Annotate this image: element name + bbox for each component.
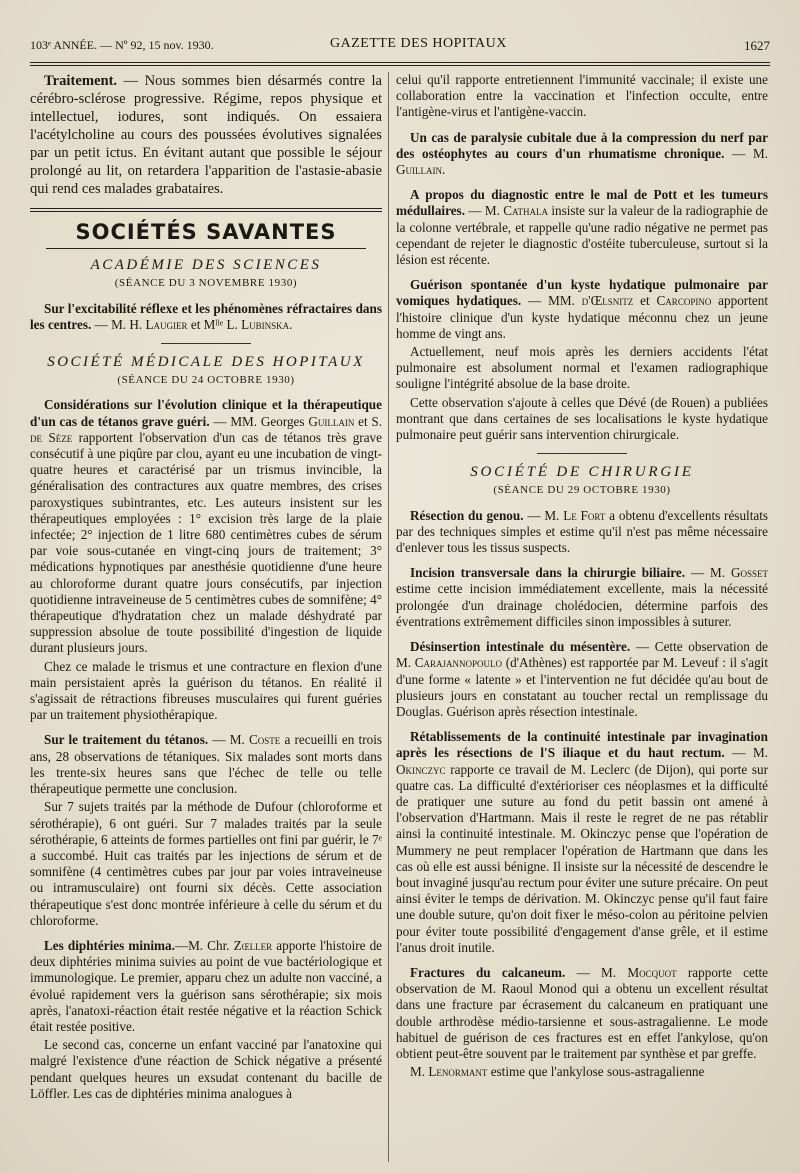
- ulnar-pre: — M.: [724, 145, 768, 161]
- divider-short-2: [537, 453, 627, 454]
- divider-short: [161, 343, 251, 344]
- author-oelsnitz: d'Œlsnitz: [581, 293, 634, 309]
- section-rule-top: [30, 208, 382, 212]
- pott-text: insiste sur la valeur de la radiographie de la colonne vertébrale, et rappelle qu'une radio négative ne permet pas cependant de rejeter le diagnostic d'ostéite tuberculeuse, surtout si la lésion est récente.: [396, 203, 768, 268]
- genou-run-in: Résection du genou.: [410, 507, 524, 523]
- diphteries-run-in: Les diphtéries minima.: [44, 937, 175, 953]
- author-laugier: Laugier: [145, 316, 188, 332]
- author-coste: Coste: [248, 732, 281, 748]
- ulnar-run-in: Un cas de paralysie cubitale due à la compression du nerf par des ostéophytes au cours d'un rhumatisme chronique.: [396, 129, 768, 161]
- coste-run-in: Sur le traitement du tétanos.: [44, 732, 209, 748]
- calcaneum-pre: — M.: [565, 964, 628, 980]
- retablissements-text: rapporte ce travail de M. Leclerc (de Dijon), qui porte sur quatre cas. La difficulté d'extérioriser ces néoplasmes et la difficulté de pratiquer une suture au fond du petit bassin ont amené à l'observation d'Hartmann. Mais il reste le regret de ne pas rétablir ainsi la continuité intestinale. M. Okinczyc pense que l'opération de Mummery ne peut remplacer l'opération de Hartmann que dans les cas où elle est aussi bénigne. Il insiste sur la nécessité de descendre le bout invaginé jusqu'au rectum pour éviter une suture précaire. On peut ainsi éviter le temps de dérivation. M. Okinczyc pense qu'il faut faire une double suture, qu'on doit fixer le méso-colon au péritoine pelvien pour éviter toute possibilité d'engagement d'anse grêle, et il estime l'anus droit inutile.: [396, 761, 768, 955]
- author-mocquot: Mocquot: [627, 964, 677, 980]
- retablissements-pre: — M.: [724, 745, 768, 761]
- author-le-fort: Le Fort: [563, 507, 606, 523]
- lenormant-text: estime que l'ankylose sous-astragalienne: [487, 1064, 705, 1080]
- author-de-seze: de Sèze: [30, 429, 73, 445]
- kyste-pre: — MM.: [521, 293, 582, 309]
- coste-pre: — M.: [208, 732, 249, 748]
- author-carcopino: Carcopino: [656, 293, 712, 309]
- coste-paragraph-2: Sur 7 sujets traités par la méthode de Dufour (chloroforme et sérothérapie), 6 ont guéri. Sur 7 malades traités par la seule sérothérapie, 6 atteints de formes partielles ont fini par guérir, le 7ᵉ a succombé. Huit cas traités par les injections de sérum et de somnifène (4 centimètres cubes par jour par voies intraveineuse ou intramusculaire) ont fourni six décès. Cette association thérapeutique s'est donc montrée inférieure à celle du sérum et du chloroforme.: [30, 799, 382, 928]
- kyste-paragraph-2: Actuellement, neuf mois après les derniers accidents l'état pulmonaire est absolument normal et l'examen radiographique souligne l'intégrité absolue de la base droite.: [396, 344, 768, 392]
- section-rule-bottom: [46, 248, 366, 249]
- column-divider: [388, 72, 389, 1162]
- incision-pre: — M.: [685, 565, 731, 581]
- tetanos-paragraph: [30, 397, 382, 656]
- genou-pre: — M.: [523, 507, 564, 523]
- left-column: [30, 72, 382, 1162]
- genou-paragraph: [396, 508, 768, 557]
- author-lubinska: Lubinska: [241, 316, 290, 332]
- academie-item-run-in: Sur l'excitabilité réflexe et les phénomènes réfractaires dans les centres.: [30, 300, 382, 332]
- pott-pre: — M.: [465, 203, 504, 219]
- continuation-text: celui qu'il rapporte entretiennent l'immunité vaccinale; il existe une collaboration entre la vaccination et l'infection occulte, entre l'antigène-virus et l'antigène-vaccin.: [396, 72, 768, 120]
- diphteries-paragraph: [30, 938, 382, 1035]
- tetanos-run-in: Considérations sur l'évolution clinique et la thérapeutique d'un cas de tétanos grave guéri.: [30, 397, 382, 429]
- academie-authors-mid: et Mˡˡᵉ L.: [187, 316, 242, 332]
- traitement-text: — Nous sommes bien désarmés contre la cérébro-sclérose progressive. Régime, repos physique et intellectuel, iodures, sont indiqués. On essaiera l'acétylcholine au cours des poussées évolutives signalées par un petit ictus. En évitant autant que possible le séjour prolongé au lit, on retardera l'apparition de l'astasie-abasie qui rend ces malades grabataires.: [30, 73, 382, 197]
- ulnar-paragraph: [396, 130, 768, 179]
- seance-medicale-hopitaux: (SÉANCE DU 24 OCTOBRE 1930): [117, 374, 295, 387]
- lenormant-paragraph: [396, 1064, 768, 1080]
- author-guillain: Guillain: [308, 413, 355, 429]
- page-header: [30, 34, 770, 56]
- tetanos-pre: — MM. Georges: [209, 413, 309, 429]
- coste-text: a recueilli en trois ans, 28 observations de tétaniques. Six malades sont morts dans les trente-six heures sans que l'échec de telle ou telle thérapeutique permette une conclusion.: [30, 732, 382, 797]
- kyste-paragraph: [396, 277, 768, 342]
- desinsertion-text: (d'Athènes) est rapportée par M. Leveuf : il s'agit d'une forme « latente » et l'intervention ne fut décidée qu'au bout de plusieurs jours en constatant au toucher rectal un remplissage du Douglas. Guérison après résection intestinale.: [396, 655, 768, 719]
- pott-run-in: A propos du diagnostic entre le mal de Pott et les tumeurs médullaires.: [396, 187, 768, 219]
- incision-paragraph: [396, 565, 768, 630]
- pott-paragraph: [396, 187, 768, 268]
- diphteries-text: apporte l'histoire de deux diphtéries minima suivies au point de vue bactériologique et immunologique. Le premier, apparu chez un adulte non vacciné, a évolué rapidement vers la guérison sans sérothérapie; six mois après, l'anatoxi-réaction était restée négative et la réaction Schick était restée positive.: [30, 937, 383, 1034]
- calcaneum-run-in: Fractures du calcaneum.: [410, 964, 566, 980]
- seance-chirurgie: (SÉANCE DU 29 OCTOBRE 1930): [493, 484, 671, 497]
- desinsertion-paragraph: [396, 639, 768, 720]
- tetanos-paragraph-2: Chez ce malade le trismus et une contracture en flexion d'une main persistaient après la guérison du tétanos. En réalité il s'agissait de rétractions fibreuses musculaires qui furent guéries par un traitement physiothérapique.: [30, 658, 382, 723]
- calcaneum-text: rapporte cette observation de M. Raoul Monod qui a obtenu un excellent résultat dans une fracture par écrasement du calcaneum en pratiquant une double arthrodèse médio-tarsienne et sous-astragalienne. Le mode habituel de guérison de ces fractures est en effet l'ankylose, qu'on obtient peut-être souvent par le traitement par synthèse et par greffe.: [396, 964, 769, 1061]
- journal-title: GAZETTE DES HOPITAUX: [330, 36, 507, 51]
- calcaneum-paragraph: [396, 965, 768, 1062]
- society-chirurgie: SOCIÉTÉ DE CHIRURGIE: [470, 464, 694, 481]
- academie-authors-pre: — M. H.: [91, 316, 146, 332]
- page-number: 1627: [744, 38, 770, 53]
- traitement-paragraph: [30, 72, 382, 198]
- author-guillain-2: Guillain: [396, 162, 443, 178]
- genou-text: a obtenu d'excellents résultats par des techniques simples et estime qu'il n'est pas même nécessaire d'enlever tous les tissus suspects.: [396, 507, 769, 556]
- kyste-mid: et: [633, 293, 657, 309]
- academie-item: [30, 301, 382, 333]
- society-medicale-hopitaux: SOCIÉTÉ MÉDICALE DES HOPITAUX: [47, 354, 365, 371]
- lenormant-pre: M.: [410, 1064, 429, 1080]
- kyste-text: apportent l'histoire clinique d'un kyste hydatique méconnu chez un jeune homme de vingt ans.: [396, 293, 768, 341]
- ulnar-post: .: [442, 162, 446, 178]
- author-cathala: Cathala: [503, 203, 548, 219]
- author-gosset: Gosset: [730, 565, 768, 581]
- diphteries-pre: —M. Chr.: [174, 937, 234, 953]
- desinsertion-pre: — Cette observation de M.: [396, 639, 768, 671]
- traitement-run-in: Traitement.: [44, 73, 118, 89]
- tetanos-text: rapportent l'observation d'un cas de tétanos très grave consécutif à une piqûre par clou, ayant eu une incubation de vingt-quatre heures et caractérisé par un trismus invincible, la généralisation des contractures aux quatre membres, des crises paroxystiques subintrantes, etc. Les auteurs insistent sur les thérapeutiques employées : 1° excision très large de la plaie infectée; 2° injection de 1 litre 680 centimètres cubes de sérum par voie sous-cutanée en vingt-cinq jours de traitement; 3° médications hypnotiques par anesthésie quotidienne d'une heure au chloroforme durant quatre jours consécutifs, par injection quotidienne intraveineuse de 5 centimètres cubes de somnifène; 4° thérapeutique d'hydratation chez un malade déshydraté par suppression absolue de toute possibilité d'ingestion de liquide durant plusieurs jours.: [30, 429, 383, 656]
- retablissements-run-in: Rétablissements de la continuité intestinale par invagination après les résections de l'S iliaque et du haut rectum.: [396, 729, 768, 761]
- retablissements-paragraph: [396, 729, 768, 956]
- author-lenormant: Lenormant: [428, 1064, 488, 1080]
- diphteries-paragraph-2: Le second cas, concerne un enfant vacciné par l'anatoxine qui malgré l'existence d'une réaction de Schick négative a présenté pendant quelques heures un exsudat contenant du bacille de Löffler. Les cas de diphtéries minima analogues à: [30, 1037, 382, 1101]
- author-okinczyc: Okinczyc: [396, 761, 446, 777]
- author-zoeller: Zœller: [233, 937, 273, 953]
- kyste-run-in: Guérison spontanée d'un kyste hydatique pulmonaire par vomiques hydatiques.: [396, 277, 768, 309]
- kyste-paragraph-3: Cette observation s'ajoute à celles que Dévé (de Rouen) a publiées montrant que dans certaines de ses localisations le kyste hydatique pulmonaire peut guérir sans intervention chirurgicale.: [396, 394, 768, 443]
- society-academie: ACADÉMIE DES SCIENCES: [90, 257, 322, 274]
- section-title: SOCIÉTÉS SAVANTES: [75, 220, 337, 244]
- seance-academie: (SÉANCE DU 3 NOVEMBRE 1930): [114, 277, 298, 290]
- header-rule: [30, 62, 770, 66]
- incision-text: estime cette incision immédiatement excellente, mais la nécessité prolongée d'un drainage cholédocien, détermine parfois des éventrations extrêmement difficiles sinon impossibles à suturer.: [396, 581, 768, 629]
- right-column: [396, 72, 768, 1162]
- incision-run-in: Incision transversale dans la chirurgie biliaire.: [410, 565, 686, 581]
- tetanos-mid: et S.: [354, 413, 382, 429]
- issue-line: 103ᵉ ANNÉE. — Nº 92, 15 nov. 1930.: [30, 38, 214, 52]
- desinsertion-run-in: Désinsertion intestinale du mésentère.: [410, 639, 631, 655]
- coste-paragraph: [30, 732, 382, 797]
- author-carajannopoulo: Carajannopoulo: [414, 655, 503, 671]
- academie-authors-post: .: [289, 316, 293, 332]
